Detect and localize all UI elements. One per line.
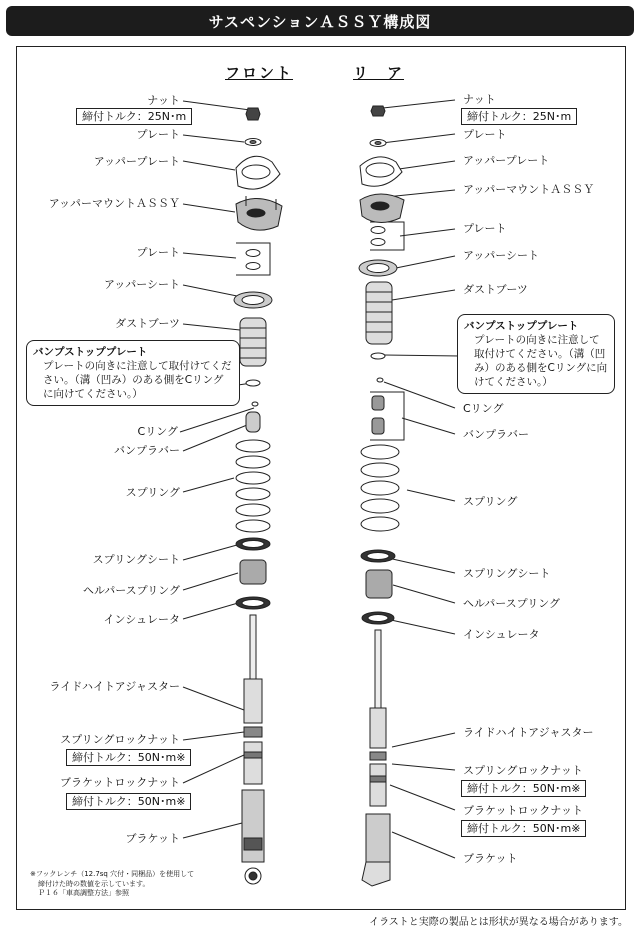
rear-bracket-label: ブラケット xyxy=(463,852,518,865)
rear-title: リ ア xyxy=(353,64,405,82)
rear-spring-lock-nut-label: スプリングロックナット xyxy=(463,764,583,777)
front-plate2-label: プレート xyxy=(136,246,180,259)
rear-note-body: プレートの向きに注意して取付けてください。（溝（凹み）のある側をCリングに向けてください。） xyxy=(474,334,608,388)
front-insulator-label: インシュレータ xyxy=(103,613,180,626)
front-upper-plate-label: アッパープレート xyxy=(93,155,180,168)
rear-bracket-lock-torque: 締付トルク：50N･m※ xyxy=(461,820,586,837)
rear-helper-spring-label: ヘルパースプリング xyxy=(463,597,561,610)
front-bump-rubber-label: バンプラバー xyxy=(114,444,180,457)
page-title: サスペンションＡＳＳＹ構成図 xyxy=(6,6,634,36)
front-bump-stop-note xyxy=(26,340,240,406)
rear-nut-torque: 締付トルク：25N･m xyxy=(461,108,577,125)
front-spring-seat-label: スプリングシート xyxy=(92,553,180,566)
front-c-ring-label: Cリング xyxy=(137,425,178,438)
rear-plate2-label: プレート xyxy=(463,222,507,235)
front-spring-lock-nut-label: スプリングロックナット xyxy=(60,733,180,746)
front-ride-height-label: ライドハイトアジャスター xyxy=(49,680,180,693)
front-dust-boot-label: ダストブーツ xyxy=(115,317,180,330)
front-upper-mount-label: アッパーマウントＡＳＳＹ xyxy=(48,197,180,210)
rear-ride-height-label: ライドハイトアジャスター xyxy=(463,726,594,739)
rear-c-ring-label: Cリング xyxy=(463,402,504,415)
front-spring-label: スプリング xyxy=(125,486,180,499)
rear-spring-seat-label: スプリングシート xyxy=(463,567,551,580)
rear-insulator-label: インシュレータ xyxy=(463,628,540,641)
rear-upper-plate-label: アッパープレート xyxy=(463,154,550,167)
rear-nut-label: ナット xyxy=(463,93,496,106)
rear-bump-rubber-label: バンプラバー xyxy=(463,428,529,441)
footnote-line3: Ｐ１６「車高調整方法」参照 xyxy=(38,889,129,897)
footnote-line1: ※フックレンチ（12.7sq 穴付・同梱品）を使用して xyxy=(30,870,195,878)
rear-note-title: バンプストッププレート xyxy=(464,320,579,332)
front-nut-torque: 締付トルク：25N･m xyxy=(76,108,192,125)
front-note-title: バンプストッププレート xyxy=(33,346,148,358)
footnote xyxy=(30,870,194,899)
rear-dust-boot-label: ダストブーツ xyxy=(463,283,528,296)
front-upper-seat-label: アッパーシート xyxy=(103,278,180,291)
footnote-line2: 締付けた時の数値を示しています。 xyxy=(38,879,150,888)
front-plate1-label: プレート xyxy=(136,128,180,141)
disclaimer-text: イラストと実際の製品とは形状が異なる場合があります。 xyxy=(369,917,628,928)
rear-bracket-lock-nut-label: ブラケットロックナット xyxy=(463,804,584,817)
rear-bump-stop-note xyxy=(457,314,615,394)
front-bracket-lock-torque: 締付トルク：50N･m※ xyxy=(66,793,191,810)
rear-spring-label: スプリング xyxy=(463,495,518,508)
rear-spring-lock-torque: 締付トルク：50N･m※ xyxy=(461,780,586,797)
rear-upper-seat-label: アッパーシート xyxy=(463,249,540,262)
front-bracket-lock-nut-label: ブラケットロックナット xyxy=(59,776,180,789)
front-helper-spring-label: ヘルパースプリング xyxy=(82,584,180,597)
rear-upper-mount-label: アッパーマウントＡＳＳＹ xyxy=(463,183,595,196)
front-title: フロント xyxy=(225,64,294,82)
front-note-body: プレートの向きに注意して取付けてください。（溝（凹み）のある側をCリングに向けてください。） xyxy=(43,360,232,400)
rear-plate1-label: プレート xyxy=(463,128,507,141)
front-bracket-label: ブラケット xyxy=(125,832,180,845)
front-spring-lock-torque: 締付トルク：50N･m※ xyxy=(66,749,191,766)
front-nut-label: ナット xyxy=(147,94,180,107)
